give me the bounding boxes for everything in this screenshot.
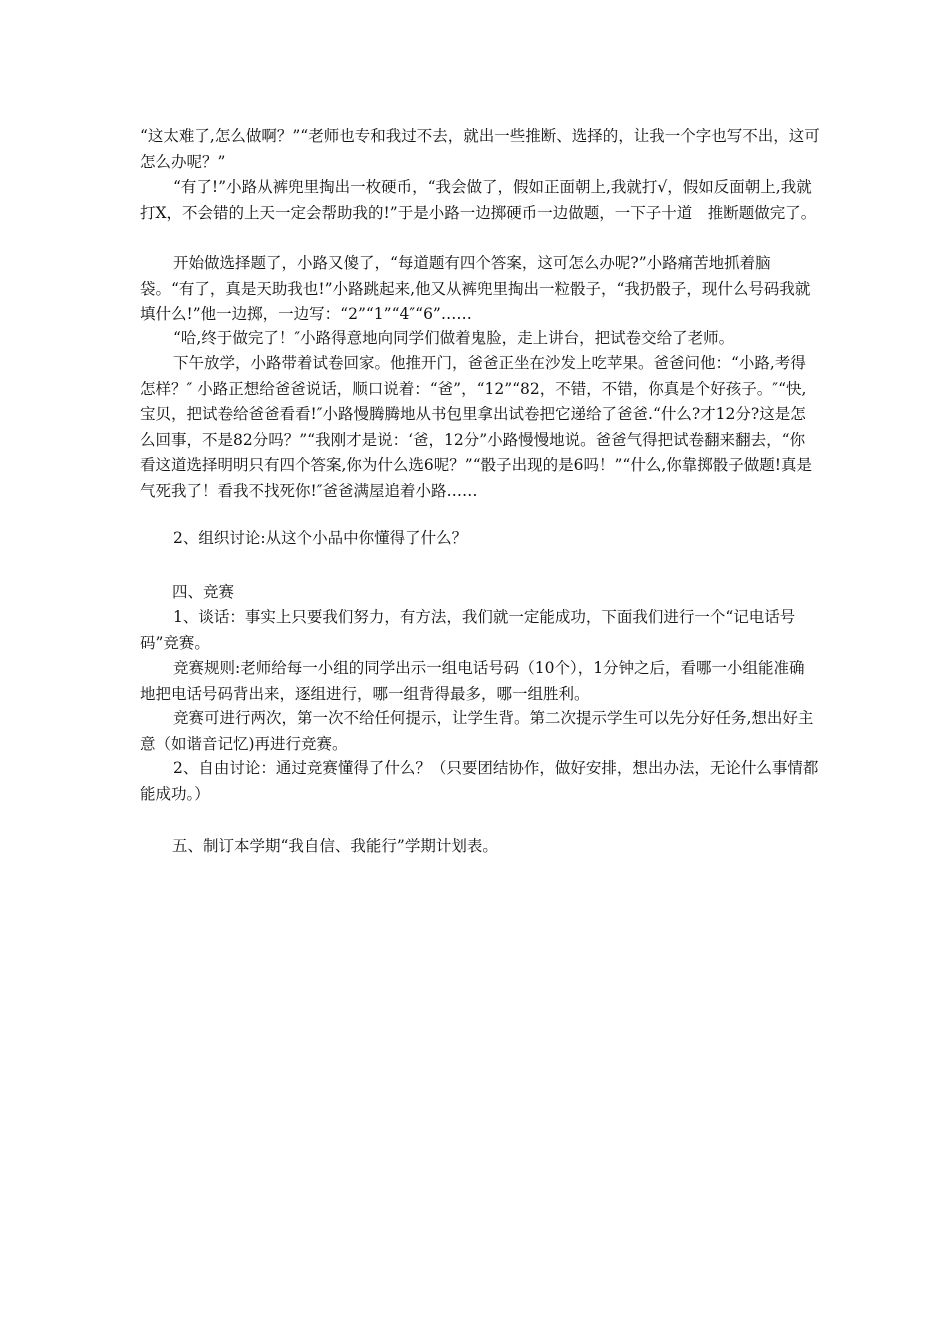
paragraph-dice: 开始做选择题了，小路又傻了，“每道题有四个答案，这可怎么办呢?”小路痛苦地抓着脑袋。“有了，真是天助我也!”小路跳起来,他又从裤兜里掏出一粒骰子，“我扔骰子，现什么号码我就填什么!”他一边掷，一边写：“2”“1”“4″“6”…… <box>140 254 811 323</box>
paragraph-talk: 1、谈话：事实上只要我们努力，有方法，我们就一定能成功，下面我们进行一个“记电话号码”竞赛。 <box>140 608 796 652</box>
paragraph-discussion-1: 2、组织讨论:从这个小品中你懂得了什么？ <box>173 529 468 547</box>
paragraph-contest-rules: 竞赛规则:老师给每一小组的同学出示一组电话号码（10个），1分钟之后，看哪一小组能准确地把电话号码背出来，逐组进行，哪一组背得最多，哪一组胜利。 <box>140 659 805 703</box>
section-heading-contest: 四、竞赛 <box>172 583 235 601</box>
paragraph-discussion-2: 2、自由讨论：通过竞赛懂得了什么？（只要团结协作，做好安排，想出办法，无论什么事情都能成功。） <box>140 759 819 803</box>
paragraph-dialogue-1: “这太难了,怎么做啊？”“老师也专和我过不去，就出一些推断、选择的，让我一个字也写不出，这可怎么办呢？” <box>140 127 820 171</box>
section-heading-plan: 五、制订本学期“我自信、我能行”学期计划表。 <box>172 837 498 855</box>
paragraph-finished: “哈,终于做完了！″小路得意地向同学们做着鬼脸，走上讲台，把试卷交给了老师。 <box>173 329 735 347</box>
paragraph-contest-rounds: 竞赛可进行两次，第一次不给任何提示，让学生背。第二次提示学生可以先分好任务,想出好主意（如谐音记忆)再进行竞赛。 <box>140 709 814 753</box>
paragraph-coin: “有了!”小路从裤兜里掏出一枚硬币，“我会做了，假如正面朝上,我就打√，假如反面朝上,我就打X，不会错的上天一定会帮助我的!”于是小路一边掷硬币一边做题，一下子十道 推断题做完了。 <box>140 178 817 222</box>
paragraph-after-school: 下午放学，小路带着试卷回家。他推开门，爸爸正坐在沙发上吃苹果。爸爸问他：“小路,考得怎样？″ 小路正想给爸爸说话，顺口说着：“爸”，“12”“82，不错，不错，你真是个好孩子。″“快,宝贝，把试卷给爸爸看看!″小路慢腾腾地从书包里拿出试卷把它递给了爸爸.“什么?才12分?这是怎么回事，不是82分吗？”“我刚才是说：‘爸，12分”小路慢慢地说。爸爸气得把试卷翻来翻去，“你看这道选择明明只有四个答案,你为什么选6呢？”“骰子出现的是6吗！”“什么,你靠掷骰子做题!真是气死我了！看我不找死你!″爸爸满屋追着小路…… <box>140 354 813 500</box>
